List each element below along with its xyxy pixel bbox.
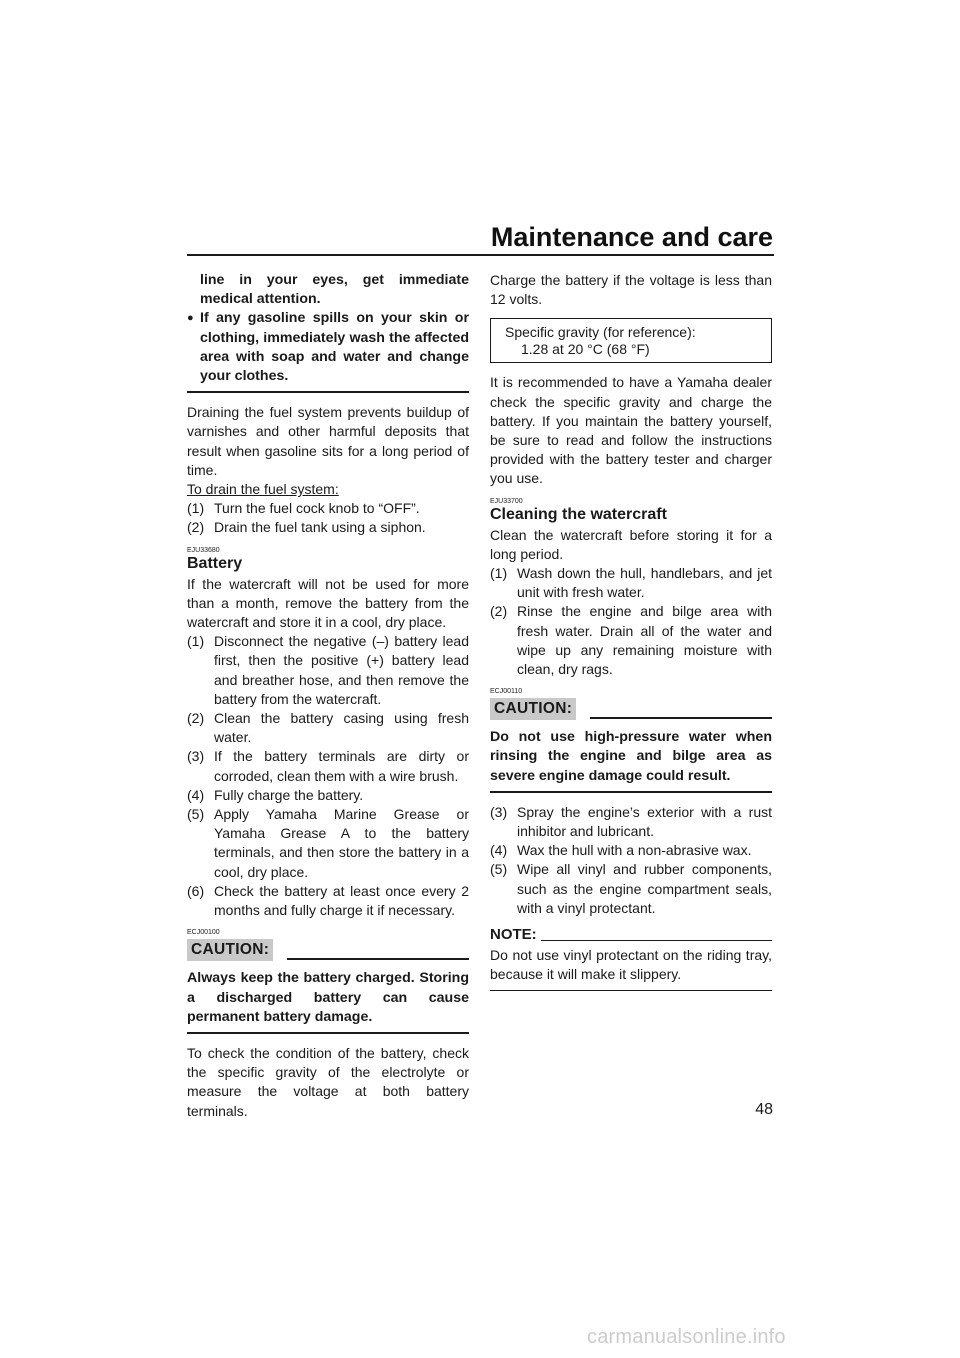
cleaning-heading: Cleaning the watercraft (490, 505, 667, 523)
left-column (187, 271, 469, 1121)
list-item (187, 499, 469, 518)
page-title: Maintenance and care (490, 222, 773, 252)
step-number: (2) (187, 710, 205, 727)
cleaning-steps-continued (490, 803, 772, 918)
step-text: Fully charge the battery. (214, 786, 364, 803)
list-item (490, 602, 772, 679)
step-text: Drain the fuel tank using a siphon. (214, 519, 426, 536)
step-text: Wash down the hull, handlebars, and jet unit with fresh water. (517, 565, 772, 601)
step-number: (5) (187, 806, 205, 823)
caution-label: CAUTION: (187, 939, 273, 961)
list-item (490, 803, 772, 841)
warning-continuation: line in your eyes, get immediate medical attention. (200, 272, 469, 308)
check-paragraph: To check the condition of the battery, check the specific gravity of the electrolyte or measure the voltage at both battery terminals. (187, 1044, 469, 1119)
battery-heading: Battery (187, 554, 243, 572)
step-text: Clean the battery casing using fresh water. (214, 710, 469, 746)
list-item (187, 747, 469, 785)
list-item (187, 709, 469, 747)
warning-bullet (187, 309, 469, 386)
note-end-rule (490, 990, 772, 991)
spec-value: 1.28 at 20 °C (68 °F) (521, 341, 650, 358)
caution-rule (590, 717, 772, 719)
step-number: (1) (187, 633, 205, 650)
step-number: (5) (490, 861, 508, 878)
battery-steps (187, 632, 469, 920)
cleaning-paragraph: Clean the watercraft before storing it for a long period. (490, 526, 772, 562)
step-text: Turn the fuel cock knob to “OFF”. (214, 500, 420, 517)
section-code: EJU33680 (187, 546, 220, 554)
list-item (490, 860, 772, 918)
caution-end-rule (187, 1032, 469, 1034)
list-item (187, 518, 469, 537)
watermark: carmanualsonline.info (587, 1326, 786, 1348)
caution-text: Always keep the battery charged. Storing a discharged battery can cause permanent battery damage. (187, 970, 469, 1025)
note-rule (541, 940, 772, 941)
step-text: Apply Yamaha Marine Grease or Yamaha Grease A to the battery terminals, and then store the battery in a cool, dry place. (214, 806, 469, 880)
step-text: Check the battery at least once every 2 months and fully charge it if necessary. (214, 882, 469, 919)
section-code: EJU33700 (490, 497, 523, 505)
step-number: (1) (490, 565, 508, 582)
note-header (490, 926, 772, 944)
caution-header (490, 698, 772, 720)
step-number: (3) (187, 748, 205, 765)
header-divider (187, 254, 774, 256)
warning-bullet-text: If any gasoline spills on your skin or clothing, immediately wash the affected area with soap and water and change your clothes. (200, 310, 469, 385)
list-item (490, 564, 772, 602)
warning-end-rule (187, 391, 469, 393)
step-text: Wax the hull with a non-abrasive wax. (517, 842, 752, 859)
battery-paragraph: If the watercraft will not be used for more than a month, remove the battery from the watercraft and store it in a cool, dry place. (187, 575, 469, 631)
step-number: (3) (490, 803, 508, 820)
cleaning-steps (490, 564, 772, 679)
caution-end-rule (490, 791, 772, 793)
bullet-icon: ● (187, 312, 194, 325)
step-text: Wipe all vinyl and rubber components, such as the engine compartment seals, with a vinyl protectant. (517, 861, 772, 916)
step-number: (2) (490, 603, 508, 620)
caution-header (187, 939, 469, 961)
step-text: Disconnect the negative (–) battery lead first, then the positive (+) battery lead and breather hose, and then remove the battery from the watercraft. (214, 633, 469, 707)
drain-paragraph: Draining the fuel system prevents buildup of varnishes and other harmful deposits that result when gasoline sits for a long period of time. (187, 404, 469, 478)
spec-label: Specific gravity (for reference): (505, 324, 696, 341)
step-number: (4) (187, 786, 205, 803)
step-number: (6) (187, 882, 205, 899)
spec-box (490, 318, 772, 363)
caution-rule (287, 958, 469, 960)
step-number: (2) (187, 519, 205, 536)
charge-paragraph: Charge the battery if the voltage is less than 12 volts. (490, 272, 772, 308)
note-label: NOTE: (490, 926, 537, 944)
list-item (187, 786, 469, 805)
caution-code: ECJ00110 (490, 688, 523, 696)
drain-subheading: To drain the fuel system: (187, 481, 339, 498)
list-item (490, 841, 772, 860)
dealer-paragraph: It is recommended to have a Yamaha dealer check the specific gravity and charge the battery. If you maintain the battery yourself, be sure to read and follow the instructions provided with the battery tester and charger you use. (490, 374, 772, 487)
step-number: (4) (490, 842, 508, 859)
list-item (187, 805, 469, 882)
step-text: Spray the engine’s exterior with a rust inhibitor and lubricant. (517, 803, 772, 840)
drain-steps (187, 499, 469, 537)
right-column (490, 271, 772, 991)
page-number: 48 (755, 1101, 773, 1118)
step-number: (1) (187, 500, 205, 517)
caution-text: Do not use high-pressure water when rinsing the engine and bilge area as severe engine damage could result. (490, 729, 772, 784)
step-text: If the battery terminals are dirty or corroded, clean them with a wire brush. (214, 748, 469, 784)
caution-code: ECJ00100 (187, 929, 220, 937)
step-text: Rinse the engine and bilge area with fresh water. Drain all of the water and wipe up any remaining moisture with clean, dry rags. (517, 603, 772, 678)
list-item (187, 632, 469, 709)
list-item (187, 882, 469, 920)
note-text: Do not use vinyl protectant on the riding tray, because it will make it slippery. (490, 947, 772, 983)
caution-label: CAUTION: (490, 698, 576, 720)
